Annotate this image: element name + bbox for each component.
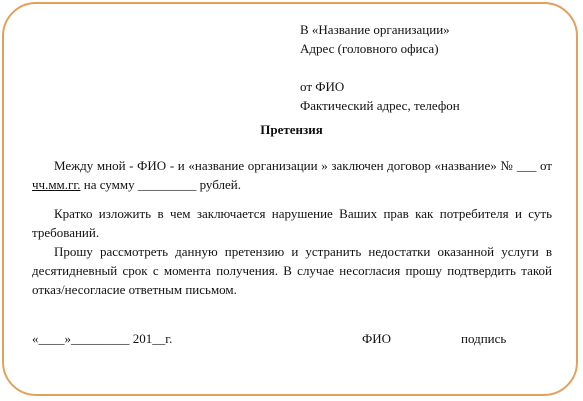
document-title: Претензия — [260, 122, 323, 137]
sender-name: от ФИО — [300, 79, 345, 94]
contract-date-placeholder: чч.мм.гг. — [32, 177, 81, 192]
contract-paragraph — [32, 156, 552, 194]
signature-label: подпись — [461, 331, 507, 346]
recipient-organization: В «Название организации» — [300, 22, 450, 37]
recipient-address: Адрес (головного офиса) — [300, 41, 439, 56]
violation-paragraph: Кратко изложить в чем заключается нарушение Ваших прав как потребителя и суть требований. — [32, 206, 552, 240]
request-paragraph: Прошу рассмотреть данную претензию и устранить недостатки оказанной услуги в десятидневный срок с момента получения. В случае несогласия прошу подтвердить такой отказ/несогласие ответным письмом. — [32, 244, 552, 297]
sender-contact: Фактический адрес, телефон — [300, 98, 460, 113]
contract-text-start: Между мной - ФИО - и «название организации » заключен договор «название» № ___ от — [54, 158, 552, 173]
addressee-block — [300, 20, 460, 115]
name-label: ФИО — [362, 331, 392, 346]
addressee-gap — [300, 58, 460, 77]
date-line: «____»_________ 201__г. — [32, 331, 173, 346]
contract-text-end: на сумму _________ рублей. — [80, 177, 242, 192]
document-body — [32, 156, 552, 299]
